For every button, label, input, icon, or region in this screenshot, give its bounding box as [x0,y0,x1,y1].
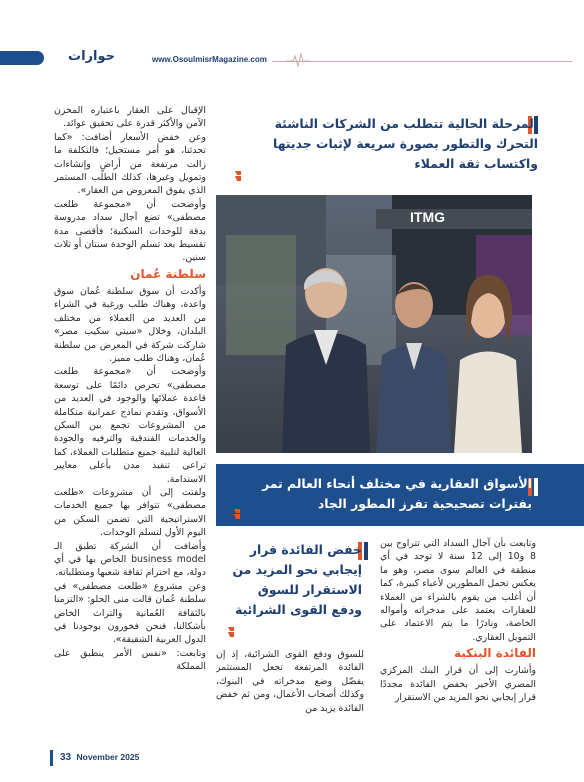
paragraph: ولفتت إلى أن مشروعات «طلعت مصطفى» تتوافر بها جميع الخدمات الاستراتيجية التي تضمن السكن من اليوم الأول لتسلم الوحدات. [54,486,206,539]
main-headline: المرحلة الحالية تتطلب من الشركات الناشئة التحرك والتطور بصورة سريعة لإثبات جديتها واكتساب ثقة العملاء [273,116,538,171]
paragraph: وأشارت إلى أن قرار البنك المركزي المصري الأخير بخفض الفائدة مجددًا قرار إيجابي نحو المزيد من الاستقرار [380,665,536,704]
banner-bar-white [534,478,538,496]
paragraph: وأكدت أن سوق سلطنة عُمان سوق واعدة، وهناك طلب ورغبة في الشراء من العديد من العملاء من مختلف البلدان، وخلال «سيتي سكيب مصر» شاركت شركة في المعرض من سلطنة عُمان، وهناك طلب مميز. [54,285,206,364]
section-title: حوارات [68,49,115,64]
paragraph: وأضافت أن الشركة تطبق الـ business model الخاص بها في أي دولة، مع احترام ثقافة شعبها ومتطلباته. [54,540,206,579]
subheading-oman: سلطنة عُمان [130,266,206,281]
page-number: 33 [60,752,72,763]
heartbeat-icon [286,52,310,68]
quote-mark-icon [226,626,236,638]
paragraph: وتابعت بأن آجال السداد التي تتراوح بين 8 و10 إلى 12 سنة لا توجد في أي منطقة في العالم سوى مصر، وهو ما يعكس تحمل المطورين لأعباء كبيرة، كما أن أغلب من يقوم بالشراء من العملاء للعقارات يعتمد على مدخراته وأمواله الخاصة، ونادرًا ما يتم الاعتماد على التمويل العقاري. [380,538,536,643]
paragraph: وتابعت: «نفس الأمر ينطبق على المملكة [54,647,206,673]
paragraph: للسوق ودفع القوى الشرائية، إذ إن الفائدة المرتفعة تجعل المستثمر يفضّل وضع مدخراته في البنوك، وكذلك أصحاب الأعمال، ومن ثم خفض الفائدة يزيد من [216,649,364,714]
article-column-left [54,104,206,744]
paragraph: وأوضحت أن «مجموعة طلعت مصطفى» تضع آجال سداد مدروسة بدقة للوحدات السكنية؛ فأقصى مدة تقسيط بعد تسلم الوحدة سنتان أو ثلاث سنين. [54,198,206,264]
website-link[interactable]: www.OsoulmisrMagazine.com [152,55,267,64]
header-accent-bar [0,51,44,65]
paragraph: وأوضحت أن «مجموعة طلعت مصطفى» تحرص دائمًا على توسعة قاعدة عملائها والوجود في العديد من الأسواق، وتقدم نماذج عمرانية متكاملة من المشروعات تجمع بين السكن والخدمات الفندقية والترفيه والجودة العالية لتلبية جميع متطلبات العملاء، كما تراعي تنفيذ مدن بأعلى معايير الاستدامة. [54,366,206,485]
issue-date: November 2025 [76,752,140,762]
banner-quote: الأسواق العقارية في مختلف أنحاء العالم تمر بفترات تصحيحية تفرز المطور الجاد [262,476,532,511]
paragraph: وعن مشروع «طلعت مصطفى» في سلطنة عُمان قالت منى الحلو: «التزمنا بالثقافة العُمانية والتراث الخاص بأشكالنا، فنحن فخورون بوجودنا في الدول العربية الشقيقة». [54,580,206,646]
paragraph: وعن خفض الأسعار أضافت: «كما تحدثنا، هو أمر مستحيل؛ فالتكلفة ما زالت مرتفعة من أراضٍ وإنشاءات وتمويل وغيرها، كذلك الطلب المستمر الذي يفوق المعروض من العقار». [54,131,206,197]
photo-illustration [216,195,532,453]
booth-sign: ITMG [410,209,445,225]
header-divider [272,61,572,62]
quote-mark-icon [233,170,243,182]
footer-page-info [60,752,139,763]
quote-mark-icon [232,508,242,520]
event-photo [216,195,532,453]
article-column-middle [216,648,364,744]
subheading-bank-interest: الفائدة البنكية [453,646,536,661]
subheadline-bar-navy [364,542,368,560]
secondary-headline: خفض الفائدة قرار إيجابي نحو المزيد من الاستقرار للسوق ودفع القوى الشرائية [232,542,362,617]
paragraph: الإقبال على العقار باعتباره المخزن الآمن والأكثر قدرة على تحقيق عوائد. [54,105,206,130]
footer-accent-bar [50,750,53,766]
article-column-right [380,537,536,744]
